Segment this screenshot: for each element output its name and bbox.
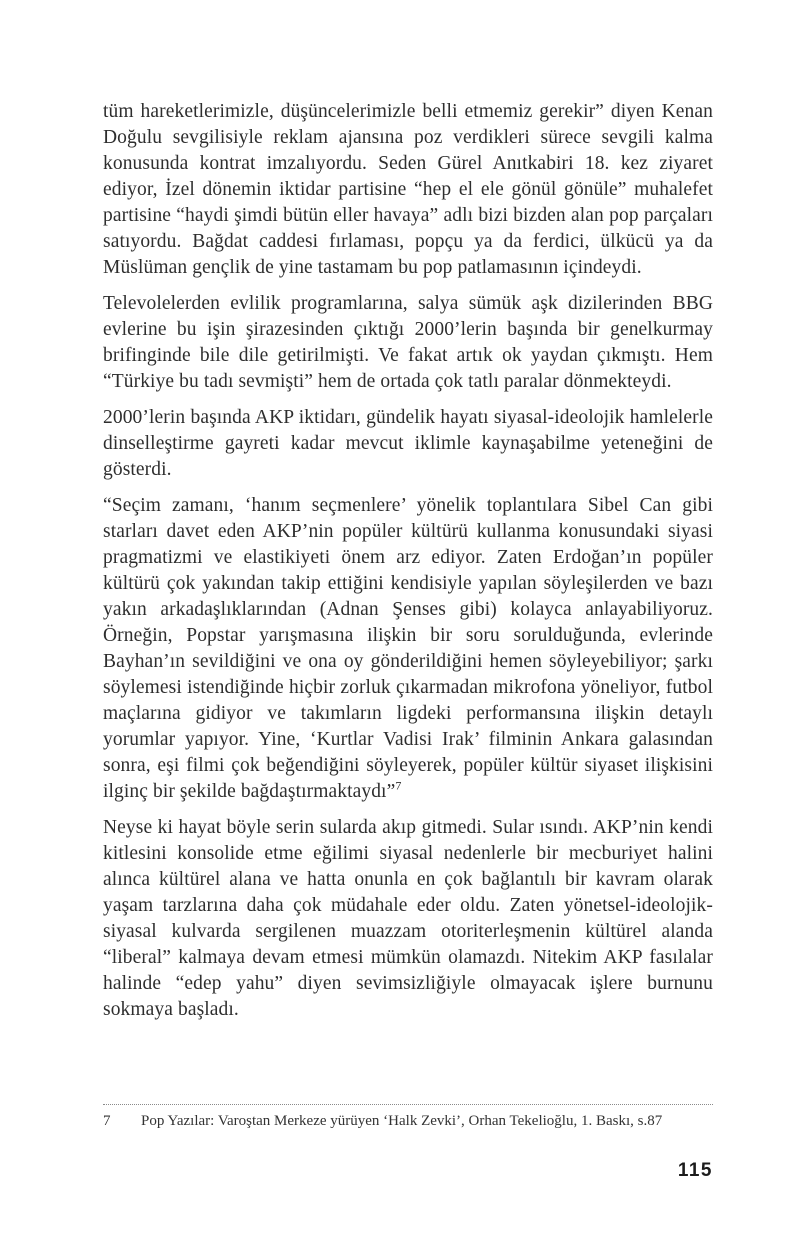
paragraph-5: Neyse ki hayat böyle serin sularda akıp gitmedi. Sular ısındı. AKP’nin kendi kitlesini konsolide etme eğilimi siyasal nedenlerle bir mecburiyet halini alınca kültürel alana ve hatta onunla en çok bağlantılı bir kavram olarak yaşam tarzlarına daha çok müdahale eder oldu. Zaten yönetsel-ideolojik-siyasal kulvarda sergilenen muazzam otoriterleşmenin kültürel alanda “liberal” kalmaya devam etmesi mümkün olamazdı. Nitekim AKP fasılalar halinde “edep yahu” diyen sevimsizliğiyle olmayacak işlere burnunu sokmaya başladı. xyxy=(103,817,713,1020)
footnote-text: Pop Yazılar: Varoştan Merkeze yürüyen ‘Halk Zevki’, Orhan Tekelioğlu, 1. Baskı, s.87 xyxy=(141,1113,663,1129)
page-number: 115 xyxy=(677,1160,713,1181)
footnote xyxy=(103,1104,713,1131)
footnote-number: 7 xyxy=(103,1113,111,1129)
footnote-reference: 7 xyxy=(395,778,402,793)
paragraph-2: Televolelerden evlilik programlarına, salya sümük aşk dizilerinden BBG evlerine bu işin şirazesinden çıktığı 2000’lerin başında bir genelkurmay brifinginde bile dile getirilmişti. Ve fakat artık ok yaydan çıkmıştı. Hem “Türkiye bu tadı sevmişti” hem de ortada çok tatlı paralar dönmekteydi. xyxy=(103,293,713,392)
paragraph-3: 2000’lerin başında AKP iktidarı, gündelik hayatı siyasal-ideolojik hamlelerle dinselleştirme gayreti kadar mevcut iklimle kaynaşabilme yeteneğini de gösterdi. xyxy=(103,407,713,480)
paragraph-4 xyxy=(103,493,713,805)
body-text xyxy=(103,99,713,1101)
paragraph-4-text: “Seçim zamanı, ‘hanım seçmenlere’ yönelik toplantılara Sibel Can gibi starları davet eden AKP’nin popüler kültürü kullanma konusundaki siyasi pragmatizmi ve elastikiyeti önem arz ediyor. Zaten Erdoğan’ın popüler kültürü çok yakından takip ettiğini kendisiyle yapılan söyleşilerden ve bazı yakın arkadaşlıklarından (Adnan Şenses gibi) kolayca anlayabiliyoruz. Örneğin, Popstar yarışmasına ilişkin bir soru sorulduğunda, evlerinde Bayhan’ın sevildiğini ve ona oy gönderildiğini hemen söyleyebiliyor; şarkı söylemesi istendiğinde hiçbir zorluk çıkarmadan mikrofona yöneliyor, futbol maçlarına gidiyor ve takımların ligdeki performansına ilişkin detaylı yorumlar yapıyor. Yine, ‘Kurtlar Vadisi Irak’ filminin Ankara galasından sonra, eşi filmi çok beğendiğini söyleyerek, popüler kültür siyaset ilişkisini ilginç bir şekilde bağdaştırmaktaydı” xyxy=(103,495,713,802)
paragraph-1: tüm hareketlerimizle, düşüncelerimizle belli etmemiz gerekir” diyen Kenan Doğulu sevgilisiyle reklam ajansına poz verdikleri sürece sevgili kalma konusunda kontrat imzalıyordu. Seden Gürel Anıtkabiri 18. kez ziyaret ediyor, İzel dönemin iktidar partisine “hep el ele gönül gönüle” muhalefet partisine “haydi şimdi bütün eller havaya” adlı bizi bizden alan pop parçaları satıyordu. Bağdat caddesi fırlaması, popçu ya da ferdici, ülkücü ya da Müslüman gençlik de yine tastamam bu pop patlamasının içindeydi. xyxy=(103,101,713,278)
